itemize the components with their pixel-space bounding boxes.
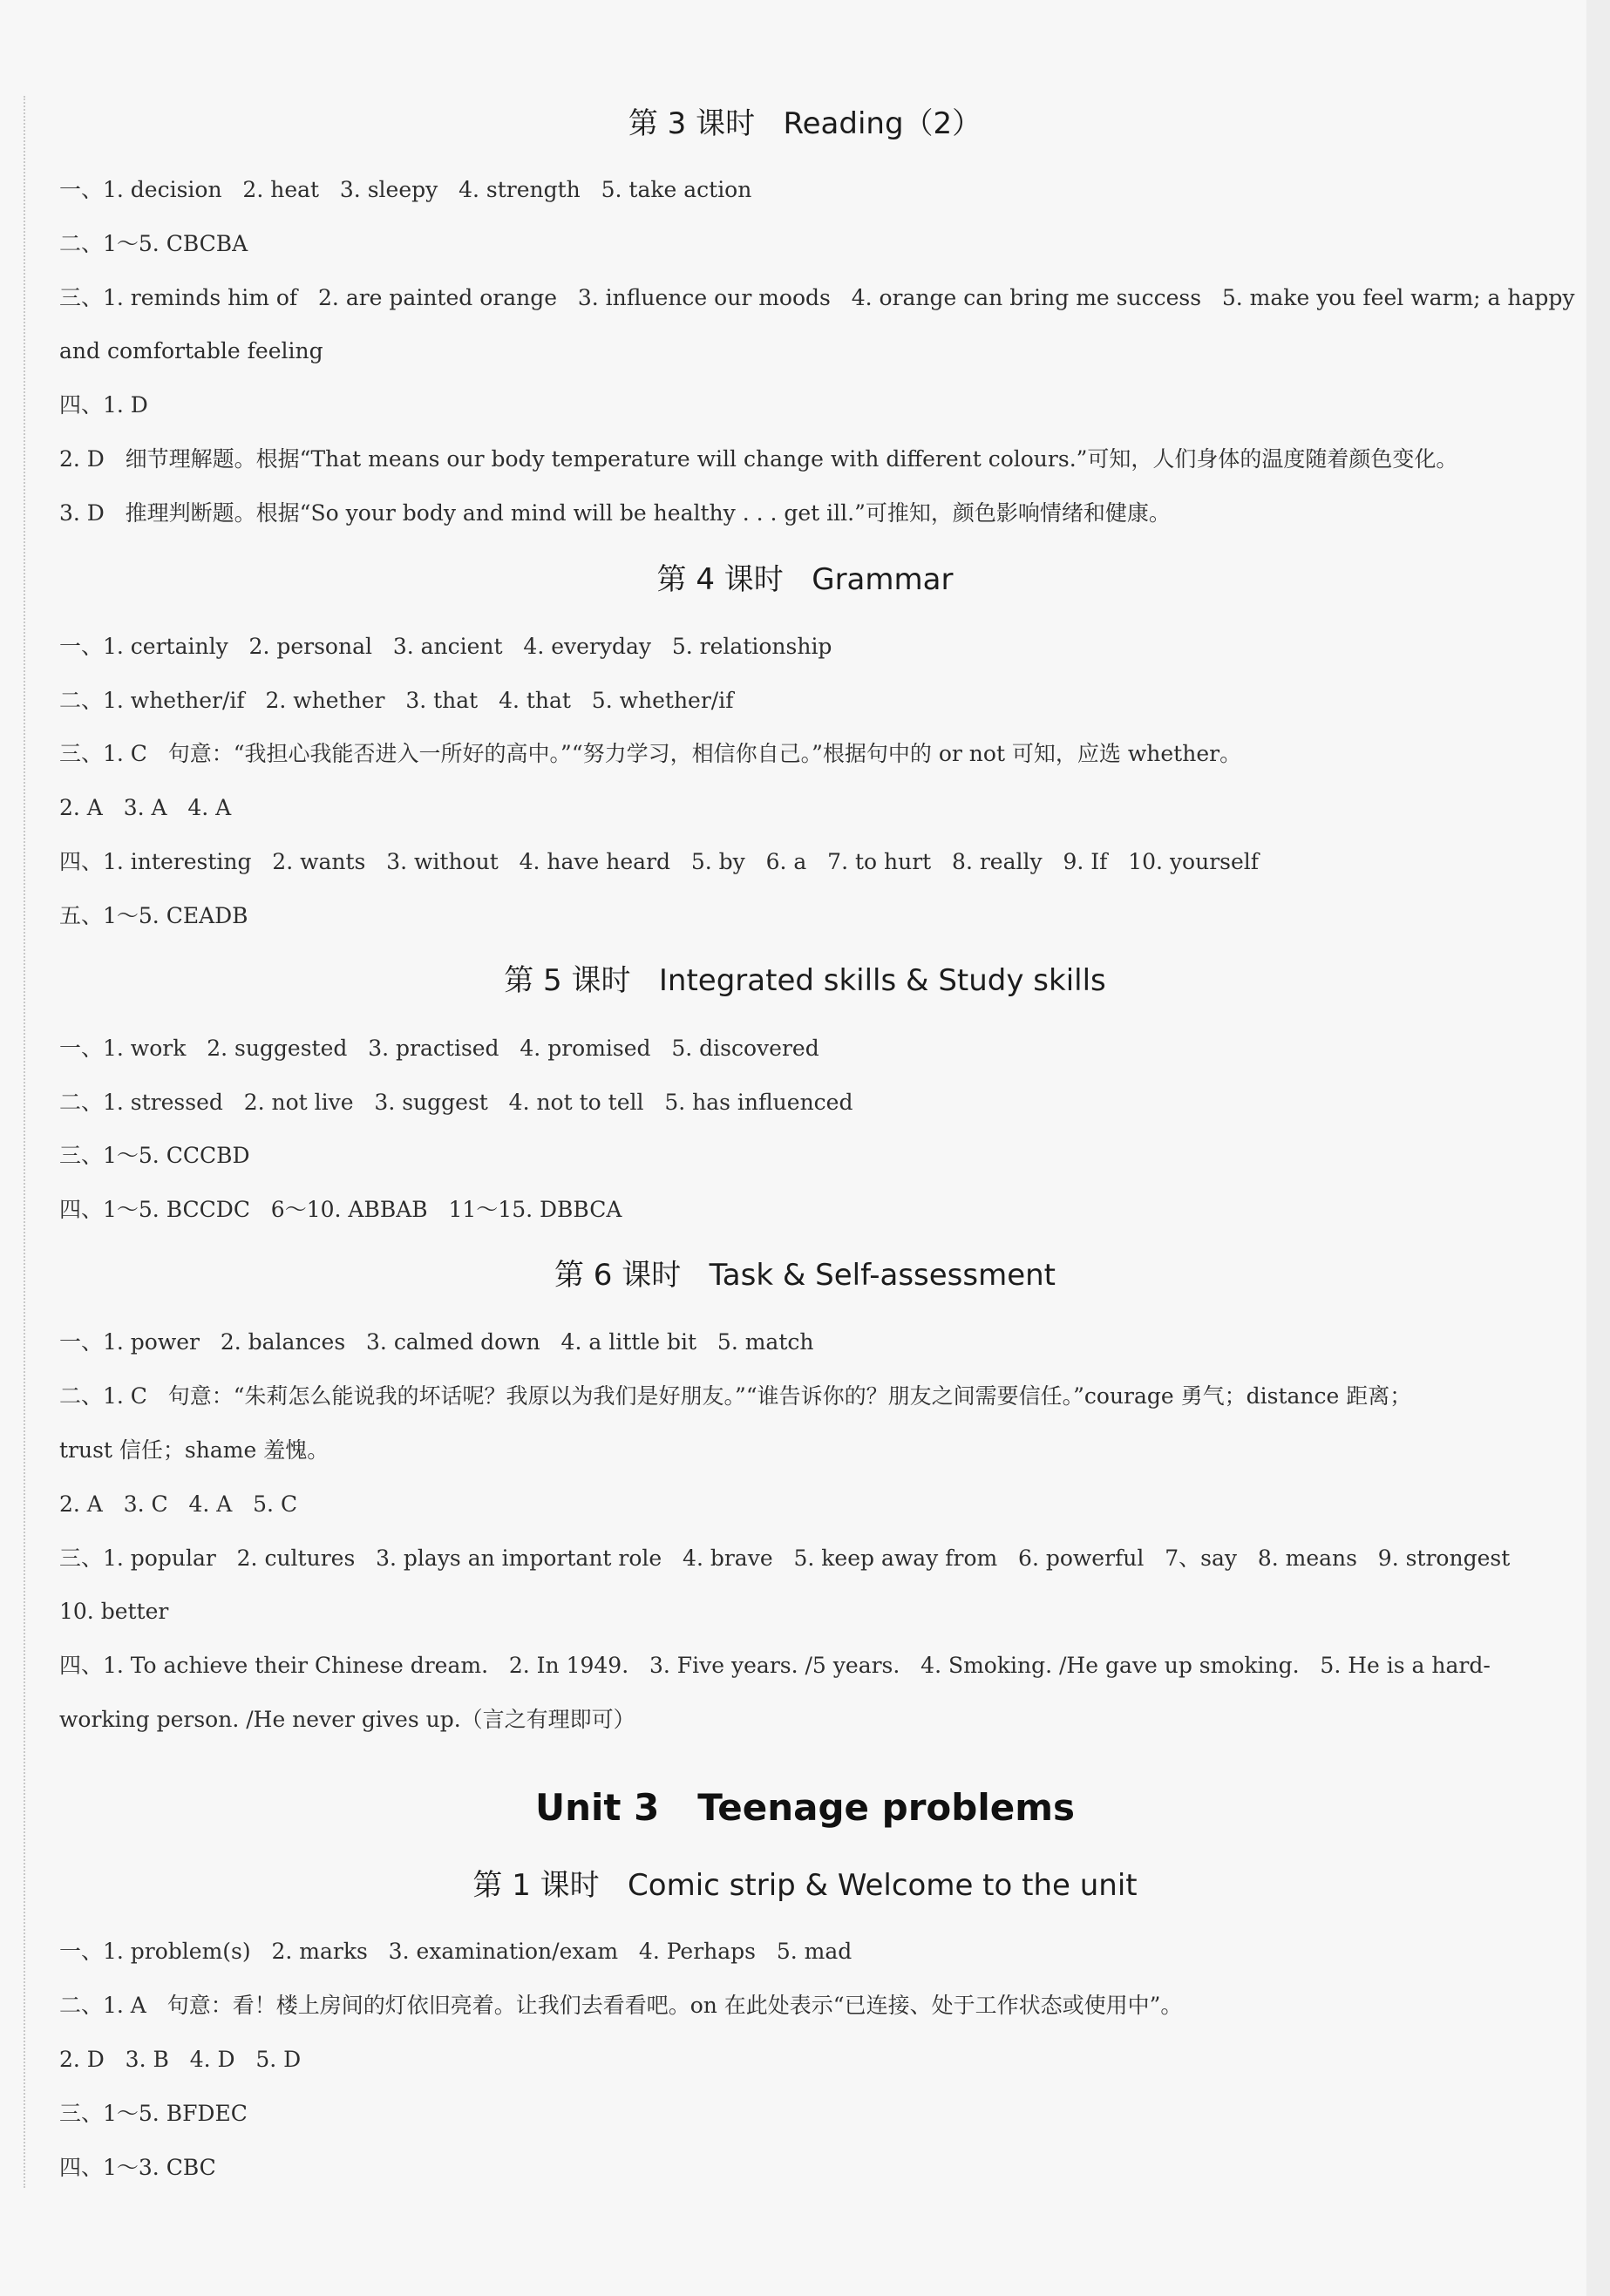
lesson-heading-grammar: 第 4 课时 Grammar [656, 562, 954, 597]
answer-line: trust 信任；shame 羞愧。 [59, 1437, 329, 1463]
page-edge-shadow [1586, 0, 1610, 2296]
answer-line: 10. better [59, 1599, 169, 1624]
answer-line: 一、1. power 2. balances 3. calmed down 4. a little bit 5. match [59, 1329, 814, 1355]
answer-line: 二、1～5. CBCBA [59, 231, 248, 256]
answer-line: 2. A 3. C 4. A 5. C [59, 1491, 298, 1517]
answer-line: 三、1～5. CCCBD [59, 1143, 250, 1168]
answer-line: and comfortable feeling [59, 338, 323, 363]
lesson-heading-comic-strip: 第 1 课时 Comic strip & Welcome to the unit [472, 1868, 1138, 1903]
answer-line: 2. D 细节理解题。根据“That means our body temperature will change with different colours.”可知，人们身体的温度随着颜色变化。 [59, 446, 1458, 472]
answer-line: 二、1. whether/if 2. whether 3. that 4. that 5. whether/if [59, 688, 734, 713]
unit-title: Unit 3 Teenage problems [535, 1786, 1075, 1829]
answer-line: 二、1. A 句意：看！楼上房间的灯依旧亮着。让我们去看看吧。on 在此处表示“已连接、处于工作状态或使用中”。 [59, 1993, 1183, 2018]
answer-line: 四、1～3. CBC [59, 2155, 216, 2180]
answer-line: working person. /He never gives up.（言之有理即可） [59, 1707, 635, 1732]
answer-line: 一、1. work 2. suggested 3. practised 4. promised 5. discovered [59, 1036, 819, 1061]
answer-line: 四、1. D [59, 392, 148, 418]
answer-line: 三、1～5. BFDEC [59, 2101, 248, 2126]
answer-line: 2. D 3. B 4. D 5. D [59, 2047, 302, 2072]
answer-line: 四、1. To achieve their Chinese dream. 2. In 1949. 3. Five years. /5 years. 4. Smoking. /He gave up smoking. 5. He is a hard- [59, 1653, 1491, 1678]
answer-line: 二、1. stressed 2. not live 3. suggest 4. not to tell 5. has influenced [59, 1090, 853, 1115]
answer-line: 3. D 推理判断题。根据“So your body and mind will be healthy . . . get ill.”可推知，颜色影响情绪和健康。 [59, 500, 1171, 526]
lesson-heading-task: 第 6 课时 Task & Self-assessment [554, 1258, 1056, 1293]
answer-line: 四、1. interesting 2. wants 3. without 4. have heard 5. by 6. a 7. to hurt 8. really 9. If 10. yourself [59, 849, 1260, 874]
answer-line: 2. A 3. A 4. A [59, 795, 232, 820]
answer-line: 二、1. C 句意：“朱莉怎么能说我的坏话呢？我原以为我们是好朋友。”“谁告诉你的？朋友之间需要信任。”courage 勇气；distance 距离； [59, 1383, 1412, 1409]
answer-line: 一、1. problem(s) 2. marks 3. examination/exam 4. Perhaps 5. mad [59, 1939, 853, 1964]
lesson-heading-reading-2: 第 3 课时 Reading（2） [628, 106, 982, 141]
answer-line: 三、1. reminds him of 2. are painted orange 3. influence our moods 4. orange can bring me success 5. make you feel warm; a happy [59, 285, 1575, 310]
answer-line: 四、1～5. BCCDC 6～10. ABBAB 11～15. DBBCA [59, 1197, 622, 1222]
answer-line: 一、1. decision 2. heat 3. sleepy 4. strength 5. take action [59, 177, 752, 202]
answer-line: 三、1. popular 2. cultures 3. plays an important role 4. brave 5. keep away from 6. powerful 7、say 8. means 9. strongest [59, 1545, 1511, 1571]
lesson-heading-integrated-skills: 第 5 课时 Integrated skills & Study skills [504, 963, 1106, 998]
answer-line: 一、1. certainly 2. personal 3. ancient 4. everyday 5. relationship [59, 634, 832, 659]
answer-line: 三、1. C 句意：“我担心我能否进入一所好的高中。”“努力学习，相信你自己。”根据句中的 or not 可知，应选 whether。 [59, 741, 1242, 766]
answer-line: 五、1～5. CEADB [59, 903, 248, 928]
